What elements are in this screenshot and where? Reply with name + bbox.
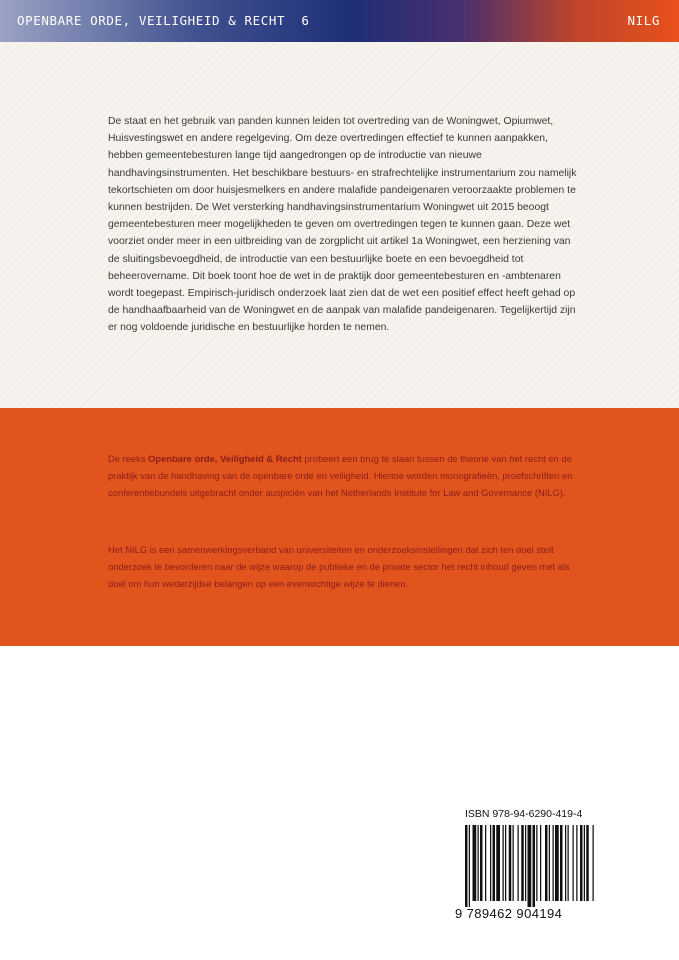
series-desc-name: Openbare orde, Veiligheid & Recht — [148, 453, 302, 464]
barcode-bar — [490, 825, 491, 901]
publisher-brand: NILG — [627, 13, 660, 28]
barcode-bar — [540, 825, 541, 901]
barcode-bar — [518, 825, 519, 901]
barcode-bar — [478, 825, 479, 901]
barcode-bar — [565, 825, 566, 901]
barcode-bar — [555, 825, 559, 901]
barcode-image — [455, 825, 603, 907]
barcode-bar — [509, 825, 512, 901]
series-desc-rest: probeert een brug te slaan tussen de theorie van het recht en de praktijk van de handhaving van de openbare orde en veiligheid. Hiertoe worden monografieën, proefschriften en conferentiebundels uitgebracht onder auspiciën van het Netherlands Institute for Law and Governance (NILG). — [108, 453, 573, 498]
series-name: OPENBARE ORDE, VEILIGHEID & RECHT — [17, 13, 286, 28]
barcode-bar — [580, 825, 583, 901]
volume-number: 6 — [301, 13, 310, 28]
series-info-band — [0, 408, 679, 646]
barcode-bar — [560, 825, 563, 901]
barcode-bar — [593, 825, 594, 901]
barcode-bar — [503, 825, 504, 901]
barcode-bar — [485, 825, 486, 901]
ean-digits: 9 789462 904194 — [455, 906, 563, 921]
series-desc-prefix: De reeks — [108, 453, 149, 464]
barcode-bar — [513, 825, 514, 901]
barcode-bar — [525, 825, 526, 901]
series-description — [108, 450, 578, 501]
nilg-description: Het NILG is een samenwerkingsverband van universiteiten en onderzoeksinstellingen dat zich ten doel stelt onderzoek te bevorderen naar de wijze waarop de publieke en de private sector het recht inhoud geven met als doel om hun wederzijdse belangen op een evenwichtige wijze te dienen. — [108, 544, 570, 589]
barcode-bar — [549, 825, 550, 901]
series-title — [17, 13, 310, 28]
barcode-bar — [553, 825, 554, 901]
barcode-bar — [536, 825, 537, 901]
barcode-bar — [521, 825, 524, 901]
barcode-bar — [473, 825, 477, 901]
barcode-bar — [586, 825, 589, 901]
barcode-bar — [469, 825, 470, 907]
barcode-bar — [480, 825, 483, 901]
barcode-bar — [528, 825, 532, 907]
barcode-bar — [505, 825, 506, 901]
cover-header-band — [0, 0, 679, 42]
barcode-bar — [465, 825, 468, 907]
book-blurb: De staat en het gebruik van panden kunnen leiden tot overtreding van de Woningwet, Opiumwet, Huisvestingswet en andere regelgeving. Om deze overtredingen effectief te kunnen aanpakken, hebben gemeentebesturen lange tijd aangedrongen op de introductie van nieuwe handhavingsinstrumenten. Het beschikbare bestuurs- en strafrechtelijke instrumentarium zou namelijk tekortschieten om door huisjesmelkers en andere malafide pandeigenaren veroorzaakte problemen te kunnen bestrijden. De Wet versterking handhavingsinstrumentarium Woningwet uit 2015 beoogt gemeentebesturen meer mogelijkheden te geven om overtredingen tegen te kunnen gaan. Deze wet voorziet onder meer in een uitbreiding van de zorgplicht uit artikel 1a Woningwet, een herziening van de sluitingsbevoegdheid, de introductie van een bestuurlijke boete en een bevoegdheid tot beheerovername. Dit boek toont hoe de wet in de praktijk door gemeentebesturen en -ambtenaren wordt toegepast. Empirisch-juridisch onderzoek laat zien dat de wet een positief effect heeft gehad op de handhaafbaarheid van de Woningwet en de aanpak van malafide pandeigenaren. Tegelijkertijd zijn er nog voldoende juridische en bestuurlijke horden te nemen. — [108, 116, 577, 334]
barcode-bar — [496, 825, 500, 901]
barcode-bar — [576, 825, 577, 901]
barcode-bar — [584, 825, 585, 901]
barcode-bar — [545, 825, 548, 901]
isbn-barcode-block — [455, 808, 603, 926]
barcode-bar — [533, 825, 536, 907]
barcode-bar — [493, 825, 496, 901]
barcode-bar — [573, 825, 574, 901]
barcode-bar — [568, 825, 569, 901]
isbn-label: ISBN 978-94-6290-419-4 — [465, 808, 583, 820]
